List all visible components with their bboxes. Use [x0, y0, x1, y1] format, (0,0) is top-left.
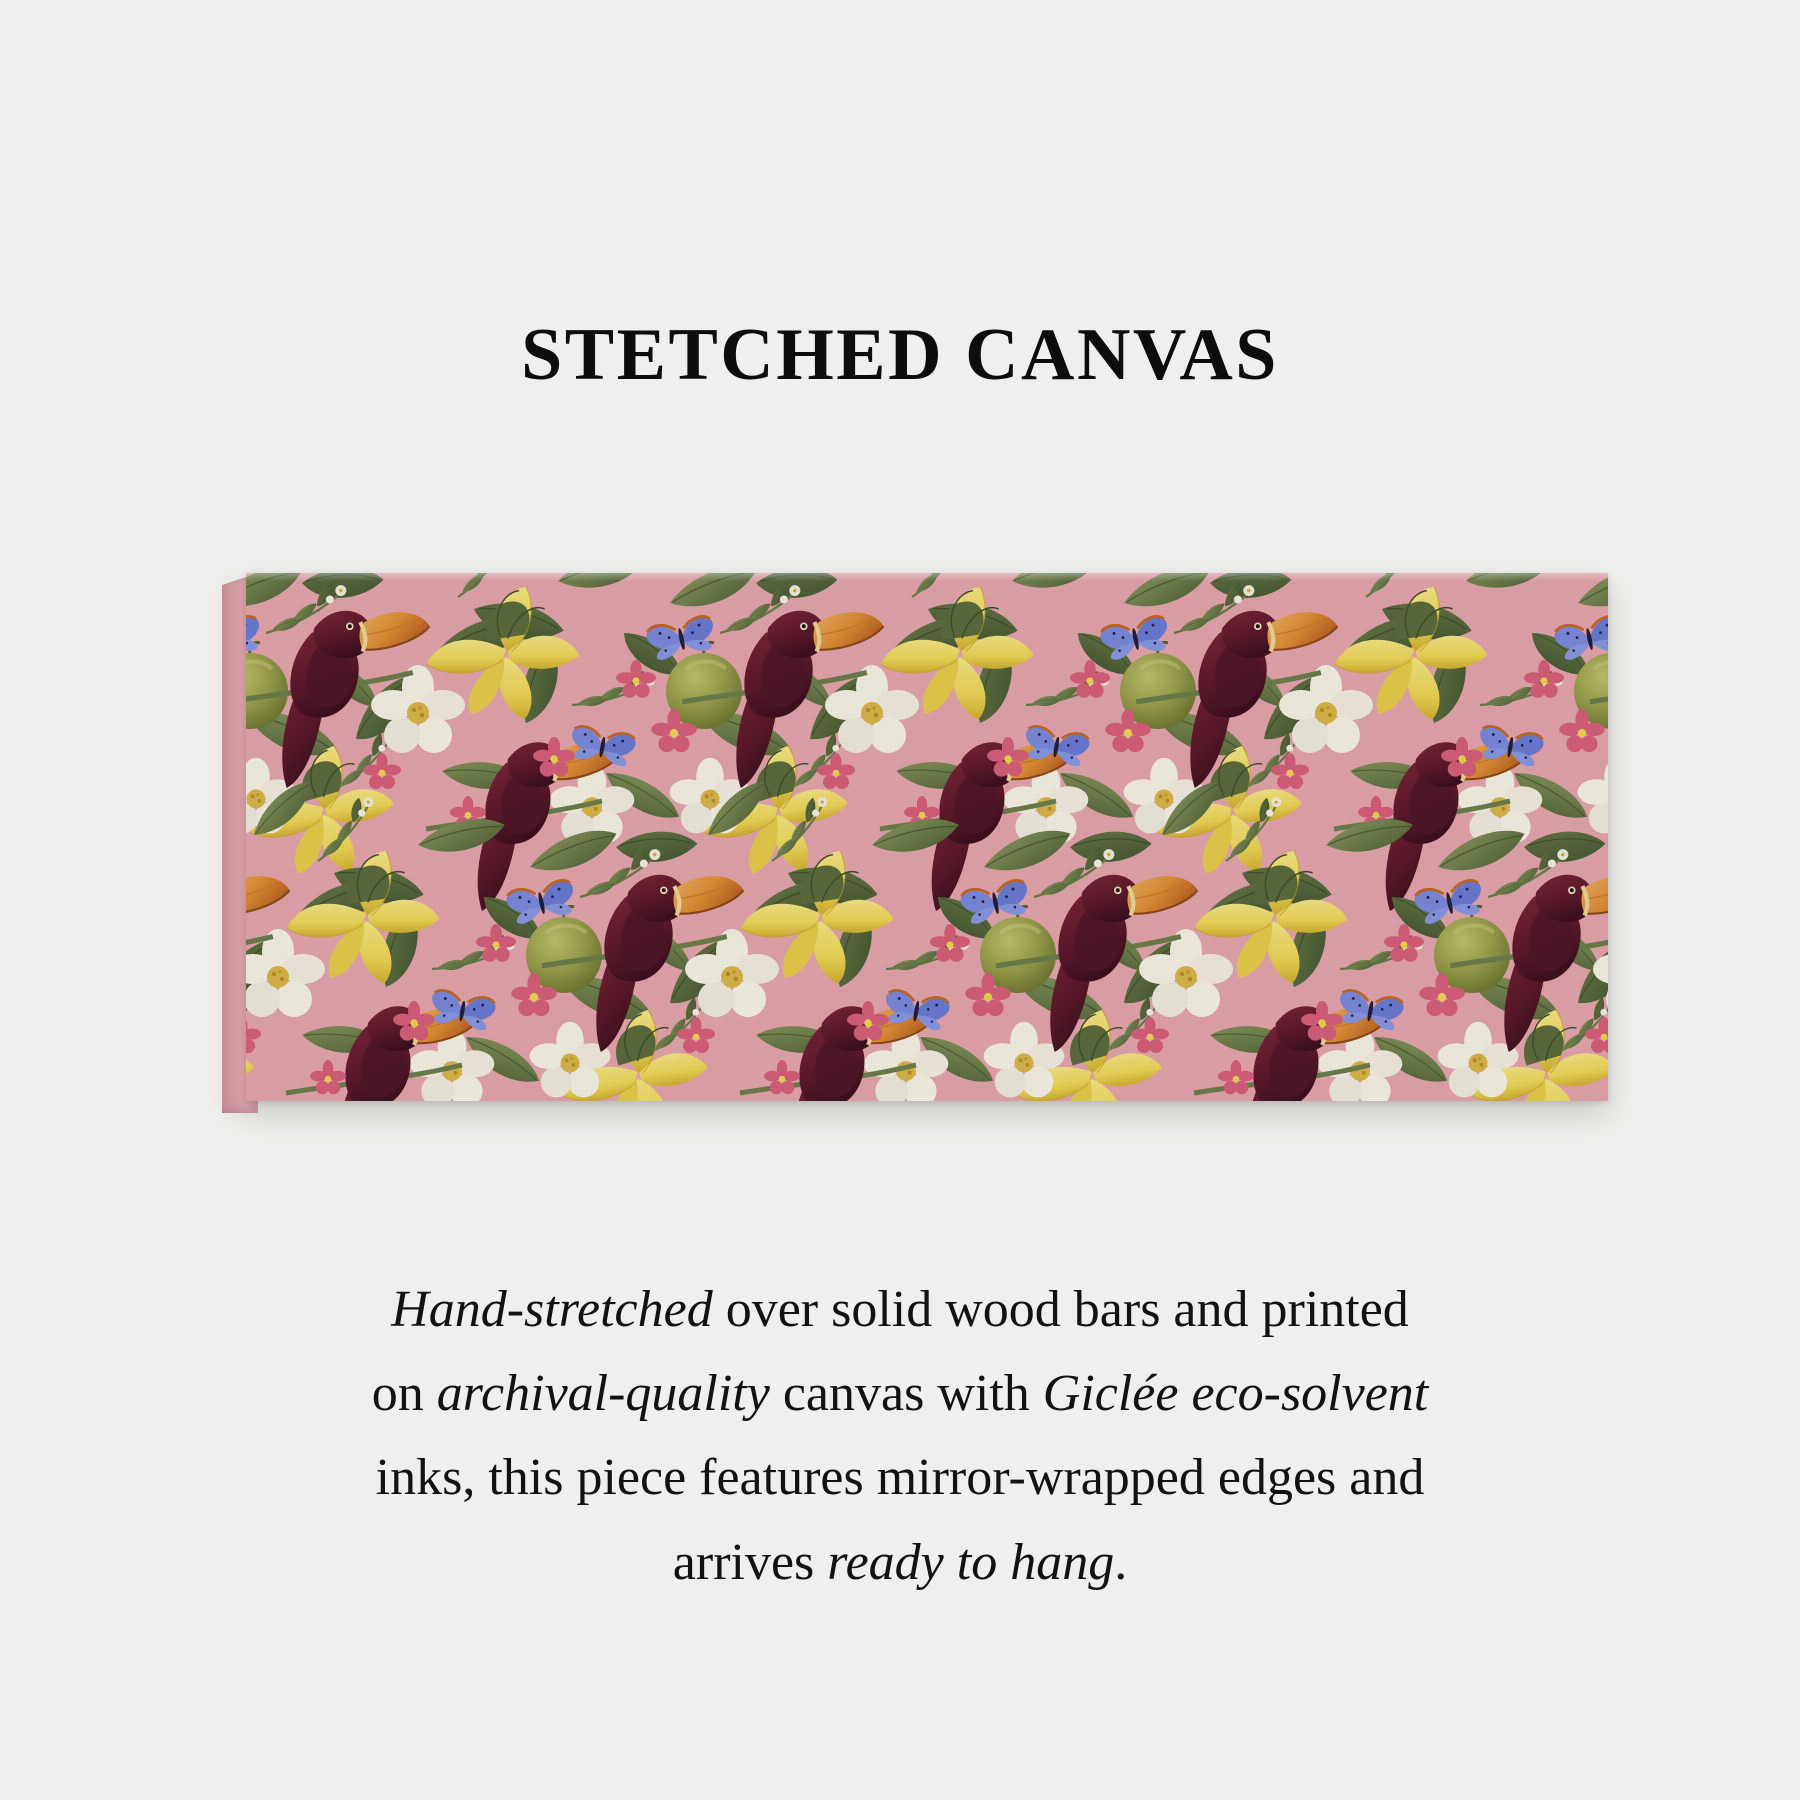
- desc-emphasis-ready-to-hang: ready to hang: [827, 1533, 1115, 1591]
- desc-emphasis-giclee: Giclée eco-solvent: [1042, 1365, 1429, 1423]
- canvas-artwork: [222, 573, 1608, 1113]
- desc-emphasis-archival-quality: archival-quality: [436, 1365, 770, 1423]
- page-title: STETCHED CANVAS: [521, 314, 1279, 396]
- desc-text-5: arrives: [672, 1533, 828, 1591]
- desc-text-3: canvas with: [769, 1365, 1043, 1423]
- desc-text-4: inks, this piece features mirror-wrapped edges and: [375, 1449, 1425, 1507]
- toucan-botanical-pattern-illustration: [246, 573, 1608, 1101]
- desc-text-2: on: [371, 1365, 437, 1423]
- desc-text-6: .: [1114, 1533, 1128, 1591]
- canvas-print-face: [246, 573, 1608, 1101]
- desc-emphasis-hand-stretched: Hand-stretched: [391, 1281, 713, 1338]
- desc-text-1: over solid wood bars and printed: [712, 1281, 1409, 1338]
- product-description: [170, 1268, 1630, 1605]
